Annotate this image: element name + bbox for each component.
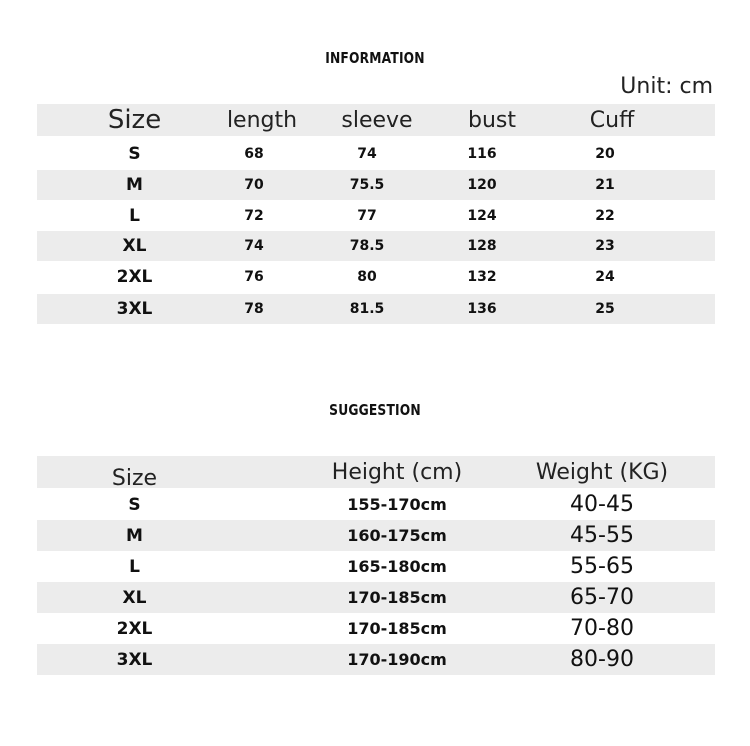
size-cell: XL — [122, 587, 147, 608]
suggestion-header-size: Size — [111, 465, 158, 491]
size-cell: M — [126, 175, 143, 195]
information-table — [37, 104, 715, 326]
weight-cell: 65-70 — [570, 585, 634, 610]
information-row — [37, 170, 715, 200]
suggestion-header-height: Height (cm) — [331, 459, 463, 485]
suggestion-header-row — [37, 456, 715, 491]
suggestion-row — [37, 520, 715, 551]
value-cell: 80 — [357, 269, 377, 285]
size-cell: S — [128, 494, 141, 515]
value-cell: 21 — [595, 177, 615, 193]
value-cell: 136 — [467, 301, 497, 317]
size-cell: 3XL — [116, 299, 153, 319]
weight-cell: 80-90 — [570, 647, 634, 672]
size-cell: L — [129, 206, 140, 226]
value-cell: 116 — [467, 146, 497, 162]
information-header-bust: bust — [468, 107, 516, 133]
height-cell: 165-180cm — [347, 557, 447, 576]
information-header-length: length — [226, 107, 298, 133]
size-cell: L — [129, 556, 140, 577]
value-cell: 78.5 — [349, 238, 385, 254]
height-cell: 170-185cm — [347, 588, 447, 607]
suggestion-title: SUGGESTION — [329, 401, 421, 419]
size-cell: 2XL — [116, 618, 153, 639]
value-cell: 81.5 — [349, 301, 385, 317]
information-header-size: Size — [107, 105, 162, 135]
size-cell: S — [128, 144, 141, 164]
size-cell: 3XL — [116, 649, 153, 670]
value-cell: 132 — [467, 269, 497, 285]
weight-cell: 70-80 — [570, 616, 634, 641]
value-cell: 120 — [467, 177, 497, 193]
information-header-row — [37, 104, 715, 136]
information-header-cuff: Cuff — [589, 107, 635, 133]
weight-cell: 55-65 — [570, 554, 634, 579]
value-cell: 74 — [357, 146, 377, 162]
value-cell: 75.5 — [349, 177, 385, 193]
height-cell: 155-170cm — [347, 495, 447, 514]
information-row — [37, 294, 715, 324]
value-cell: 124 — [467, 208, 497, 224]
size-cell: XL — [122, 236, 147, 256]
value-cell: 78 — [244, 301, 264, 317]
weight-cell: 45-55 — [570, 523, 634, 548]
height-cell: 160-175cm — [347, 526, 447, 545]
value-cell: 74 — [244, 238, 264, 254]
suggestion-header-weight: Weight (KG) — [535, 459, 669, 485]
value-cell: 25 — [595, 301, 615, 317]
value-cell: 23 — [595, 238, 615, 254]
suggestion-row — [37, 551, 715, 582]
value-cell: 128 — [467, 238, 497, 254]
information-row — [37, 231, 715, 261]
information-header-sleeve: sleeve — [341, 107, 413, 133]
information-row — [37, 262, 715, 292]
information-row — [37, 139, 715, 169]
value-cell: 70 — [244, 177, 264, 193]
suggestion-table — [37, 456, 715, 678]
value-cell: 20 — [595, 146, 615, 162]
suggestion-row — [37, 613, 715, 644]
value-cell: 77 — [357, 208, 377, 224]
value-cell: 76 — [244, 269, 264, 285]
height-cell: 170-190cm — [347, 650, 447, 669]
suggestion-row — [37, 582, 715, 613]
value-cell: 72 — [244, 208, 264, 224]
weight-cell: 40-45 — [570, 492, 634, 517]
suggestion-row — [37, 489, 715, 520]
unit-label: Unit: cm — [620, 74, 713, 99]
value-cell: 68 — [244, 146, 264, 162]
height-cell: 170-185cm — [347, 619, 447, 638]
size-cell: 2XL — [116, 267, 153, 287]
suggestion-row — [37, 644, 715, 675]
information-title: INFORMATION — [325, 49, 425, 67]
information-row — [37, 201, 715, 231]
value-cell: 22 — [595, 208, 615, 224]
size-cell: M — [126, 525, 143, 546]
value-cell: 24 — [595, 269, 615, 285]
